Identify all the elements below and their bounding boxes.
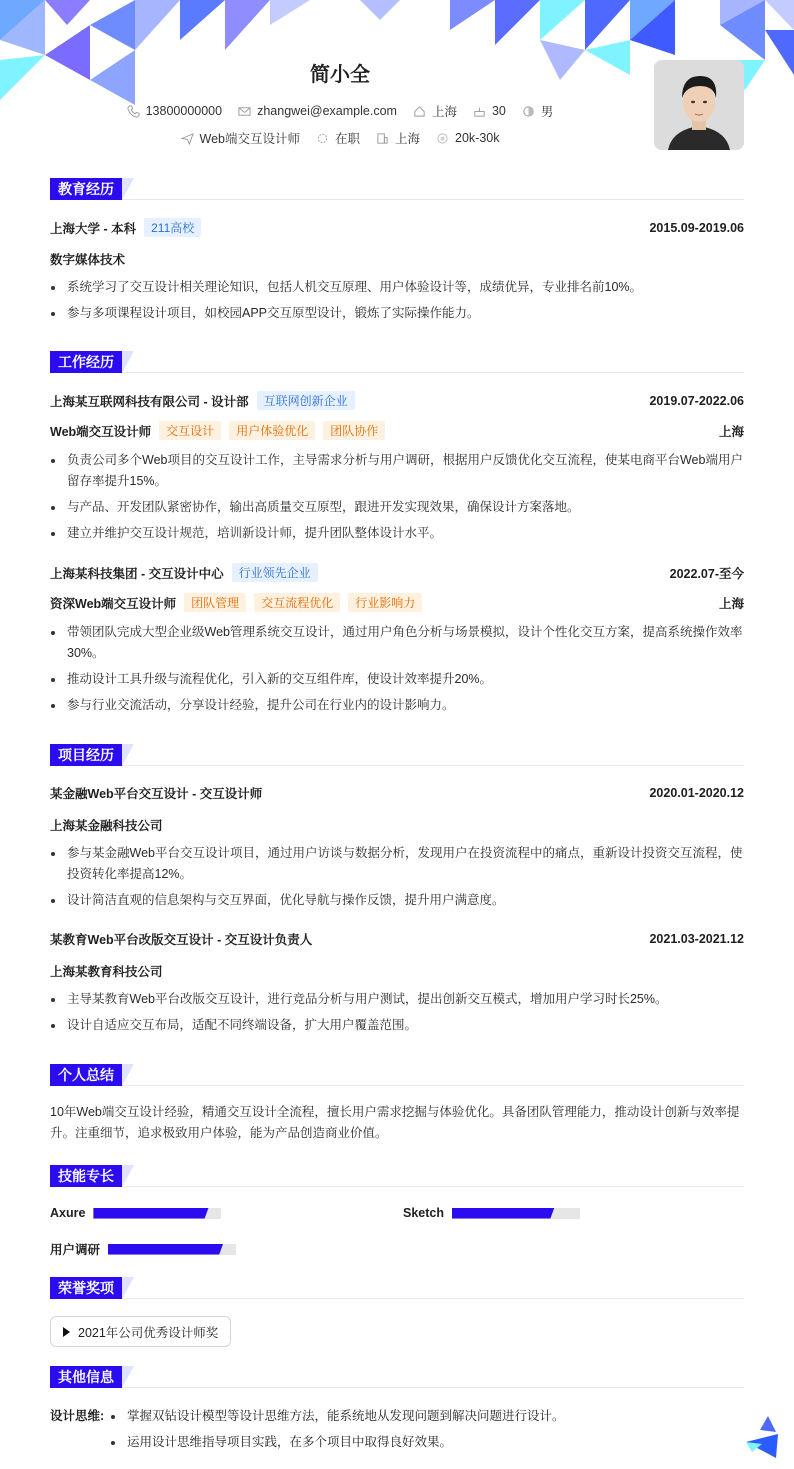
skill-tag: 团队管理 xyxy=(184,593,246,612)
section-title-education: 教育经历 xyxy=(50,178,122,200)
contact-row xyxy=(0,102,680,120)
cake-icon xyxy=(473,105,486,118)
job-2-bullets xyxy=(50,622,744,721)
list-item: 主导某教育Web平台改版交互设计，进行竞品分析与用户测试，提出创新交互模式，增加用户学习时长25%。 xyxy=(50,989,744,1010)
project-period: 2021.03-2021.12 xyxy=(649,932,744,946)
job-title-item xyxy=(181,129,300,147)
section-title-work: 工作经历 xyxy=(50,351,122,373)
major: 数字媒体技术 xyxy=(50,253,126,267)
list-item: 建立并维护交互设计规范，培训新设计师，提升团队整体设计水平。 xyxy=(50,523,744,544)
job-title-text: Web端交互设计师 xyxy=(199,132,300,146)
phone-item xyxy=(127,104,222,118)
list-item: 设计自适应交互布局，适配不同终端设备，扩大用户覆盖范围。 xyxy=(50,1015,744,1036)
resume-header xyxy=(0,0,794,160)
corner-decoration xyxy=(738,1412,786,1460)
education-period: 2015.09-2019.06 xyxy=(649,220,744,235)
job-2-role-row xyxy=(50,593,744,612)
skill-name: Axure xyxy=(50,1206,86,1220)
other-label: 设计思维: xyxy=(50,1409,105,1423)
skill-tag: 团队协作 xyxy=(323,421,385,440)
project-2-bullets xyxy=(50,989,744,1041)
status-text: 在职 xyxy=(334,132,360,146)
section-title-awards: 荣誉奖项 xyxy=(50,1277,122,1299)
school-name: 上海大学 - 本科 xyxy=(50,221,137,236)
age-item xyxy=(473,104,506,118)
section-work xyxy=(50,351,744,373)
job-period: 2019.07-2022.06 xyxy=(649,393,744,408)
list-item: 设计简洁直观的信息架构与交互界面，优化导航与操作反馈，提升用户满意度。 xyxy=(50,890,744,911)
company-name: 上海某科技集团 - 交互设计中心 xyxy=(50,566,224,581)
skill-tag: 行业影响力 xyxy=(348,593,422,612)
email-item xyxy=(238,104,397,118)
project-org: 上海某教育科技公司 xyxy=(50,965,163,979)
email-text: zhangwei@example.com xyxy=(257,104,397,118)
building-icon xyxy=(376,132,389,145)
skill-bar xyxy=(93,1208,221,1219)
phone-text: 13800000000 xyxy=(145,104,223,118)
project-1-bullets xyxy=(50,843,744,916)
list-item: 掌握双钻设计模型等设计思维方法，能系统地从发现问题到解决问题进行设计。 xyxy=(110,1406,744,1427)
avatar xyxy=(654,60,744,150)
job-city: 上海 xyxy=(718,596,744,611)
skill-bar-fill xyxy=(93,1208,208,1219)
skill-axure xyxy=(50,1206,221,1220)
salary-item xyxy=(436,131,499,145)
list-item: 与产品、开发团队紧密协作，输出高质量交互原型，跟进开发实现效果，确保设计方案落地。 xyxy=(50,497,744,518)
gender-text: 男 xyxy=(540,105,554,119)
project-1-header-row xyxy=(50,784,744,802)
list-item: 推动设计工具升级与流程优化，引入新的交互组件库，使设计效率提升20%。 xyxy=(50,669,744,690)
summary-text: 10年Web端交互设计经验，精通交互设计全流程，擅长用户需求挖掘与体验优化。具备团队管理能力，推动设计创新与效率提升。注重细节，追求极致用户体验，能为产品创造商业价值。 xyxy=(50,1105,740,1140)
skill-user-research xyxy=(50,1240,236,1258)
skill-tag: 交互设计 xyxy=(159,421,221,440)
award-text: 2021年公司优秀设计师奖 xyxy=(78,1325,219,1340)
section-title-projects: 项目经历 xyxy=(50,744,122,766)
skill-bar xyxy=(108,1244,236,1255)
award-item[interactable] xyxy=(50,1316,231,1347)
section-title-other: 其他信息 xyxy=(50,1366,122,1388)
coin-icon xyxy=(436,132,449,145)
mail-icon xyxy=(238,105,251,118)
play-triangle-icon xyxy=(63,1327,70,1337)
list-item: 带领团队完成大型企业级Web管理系统交互设计，通过用户角色分析与场景模拟，设计个性化交互方案，提高系统操作效率30%。 xyxy=(50,622,744,664)
job-role: Web端交互设计师 xyxy=(50,424,152,439)
job-1-header-row xyxy=(50,391,744,410)
company-badge: 互联网创新企业 xyxy=(257,391,355,410)
skill-bar-fill xyxy=(452,1208,554,1219)
section-other xyxy=(50,1366,744,1388)
project-period: 2020.01-2020.12 xyxy=(649,786,744,800)
skill-bar-fill xyxy=(108,1244,223,1255)
candidate-name: 简小全 xyxy=(310,64,370,86)
status-item xyxy=(316,129,360,147)
location-text: 上海 xyxy=(431,105,457,119)
gender-icon xyxy=(522,105,535,118)
list-item: 系统学习了交互设计相关理论知识，包括人机交互原理、用户体验设计等，成绩优异，专业排名前10%。 xyxy=(50,277,744,298)
section-education xyxy=(50,178,744,200)
project-name: 某金融Web平台交互设计 - 交互设计师 xyxy=(50,787,263,801)
section-title-summary: 个人总结 xyxy=(50,1064,122,1086)
school-badge: 211高校 xyxy=(144,218,201,237)
job-role: 资深Web端交互设计师 xyxy=(50,596,177,611)
section-title-skills: 技能专长 xyxy=(50,1165,122,1187)
home-icon xyxy=(413,105,426,118)
work-city-item xyxy=(376,129,420,147)
project-2-header-row xyxy=(50,930,744,948)
job-1-bullets xyxy=(50,450,744,549)
job-intent-row xyxy=(0,129,680,147)
skill-bar xyxy=(452,1208,580,1219)
job-period: 2022.07-至今 xyxy=(669,566,744,581)
skill-tag: 交互流程优化 xyxy=(254,593,340,612)
list-item: 负责公司多个Web项目的交互设计工作，主导需求分析与用户调研，根据用户反馈优化交互流程，使某电商平台Web端用户留存率提升15%。 xyxy=(50,450,744,492)
list-item: 参与多项课程设计项目，如校园APP交互原型设计，锻炼了实际操作能力。 xyxy=(50,303,744,324)
list-item: 参与某金融Web平台交互设计项目，通过用户访谈与数据分析，发现用户在投资流程中的痛点，重新设计投资交互流程，使投资转化率提高12%。 xyxy=(50,843,744,885)
work-city-text: 上海 xyxy=(395,132,421,146)
skill-name: 用户调研 xyxy=(50,1243,101,1257)
phone-icon xyxy=(127,105,140,118)
skill-sketch xyxy=(403,1206,580,1220)
company-name: 上海某互联网科技有限公司 - 设计部 xyxy=(50,394,249,409)
section-skills xyxy=(50,1165,744,1187)
education-bullets xyxy=(50,277,744,329)
skill-name: Sketch xyxy=(403,1206,444,1220)
education-header-row xyxy=(50,218,744,237)
send-icon xyxy=(181,132,194,145)
skill-tag: 用户体验优化 xyxy=(229,421,315,440)
age-text: 30 xyxy=(491,104,506,118)
portrait-image xyxy=(654,60,744,150)
list-item: 参与行业交流活动，分享设计经验，提升公司在行业内的设计影响力。 xyxy=(50,695,744,716)
status-icon xyxy=(316,132,329,145)
section-summary xyxy=(50,1064,744,1086)
list-item: 运用设计思维指导项目实践，在多个项目中取得良好效果。 xyxy=(110,1432,744,1453)
section-awards xyxy=(50,1277,744,1299)
section-projects xyxy=(50,744,744,766)
project-org: 上海某金融科技公司 xyxy=(50,819,163,833)
salary-text: 20k-30k xyxy=(455,131,500,145)
job-city: 上海 xyxy=(718,424,744,439)
company-badge: 行业领先企业 xyxy=(232,563,318,582)
project-name: 某教育Web平台改版交互设计 - 交互设计负责人 xyxy=(50,933,313,947)
other-bullets xyxy=(110,1406,744,1458)
location-item xyxy=(413,102,457,120)
gender-item xyxy=(522,102,554,120)
job-2-header-row xyxy=(50,563,744,582)
job-1-role-row xyxy=(50,421,744,440)
